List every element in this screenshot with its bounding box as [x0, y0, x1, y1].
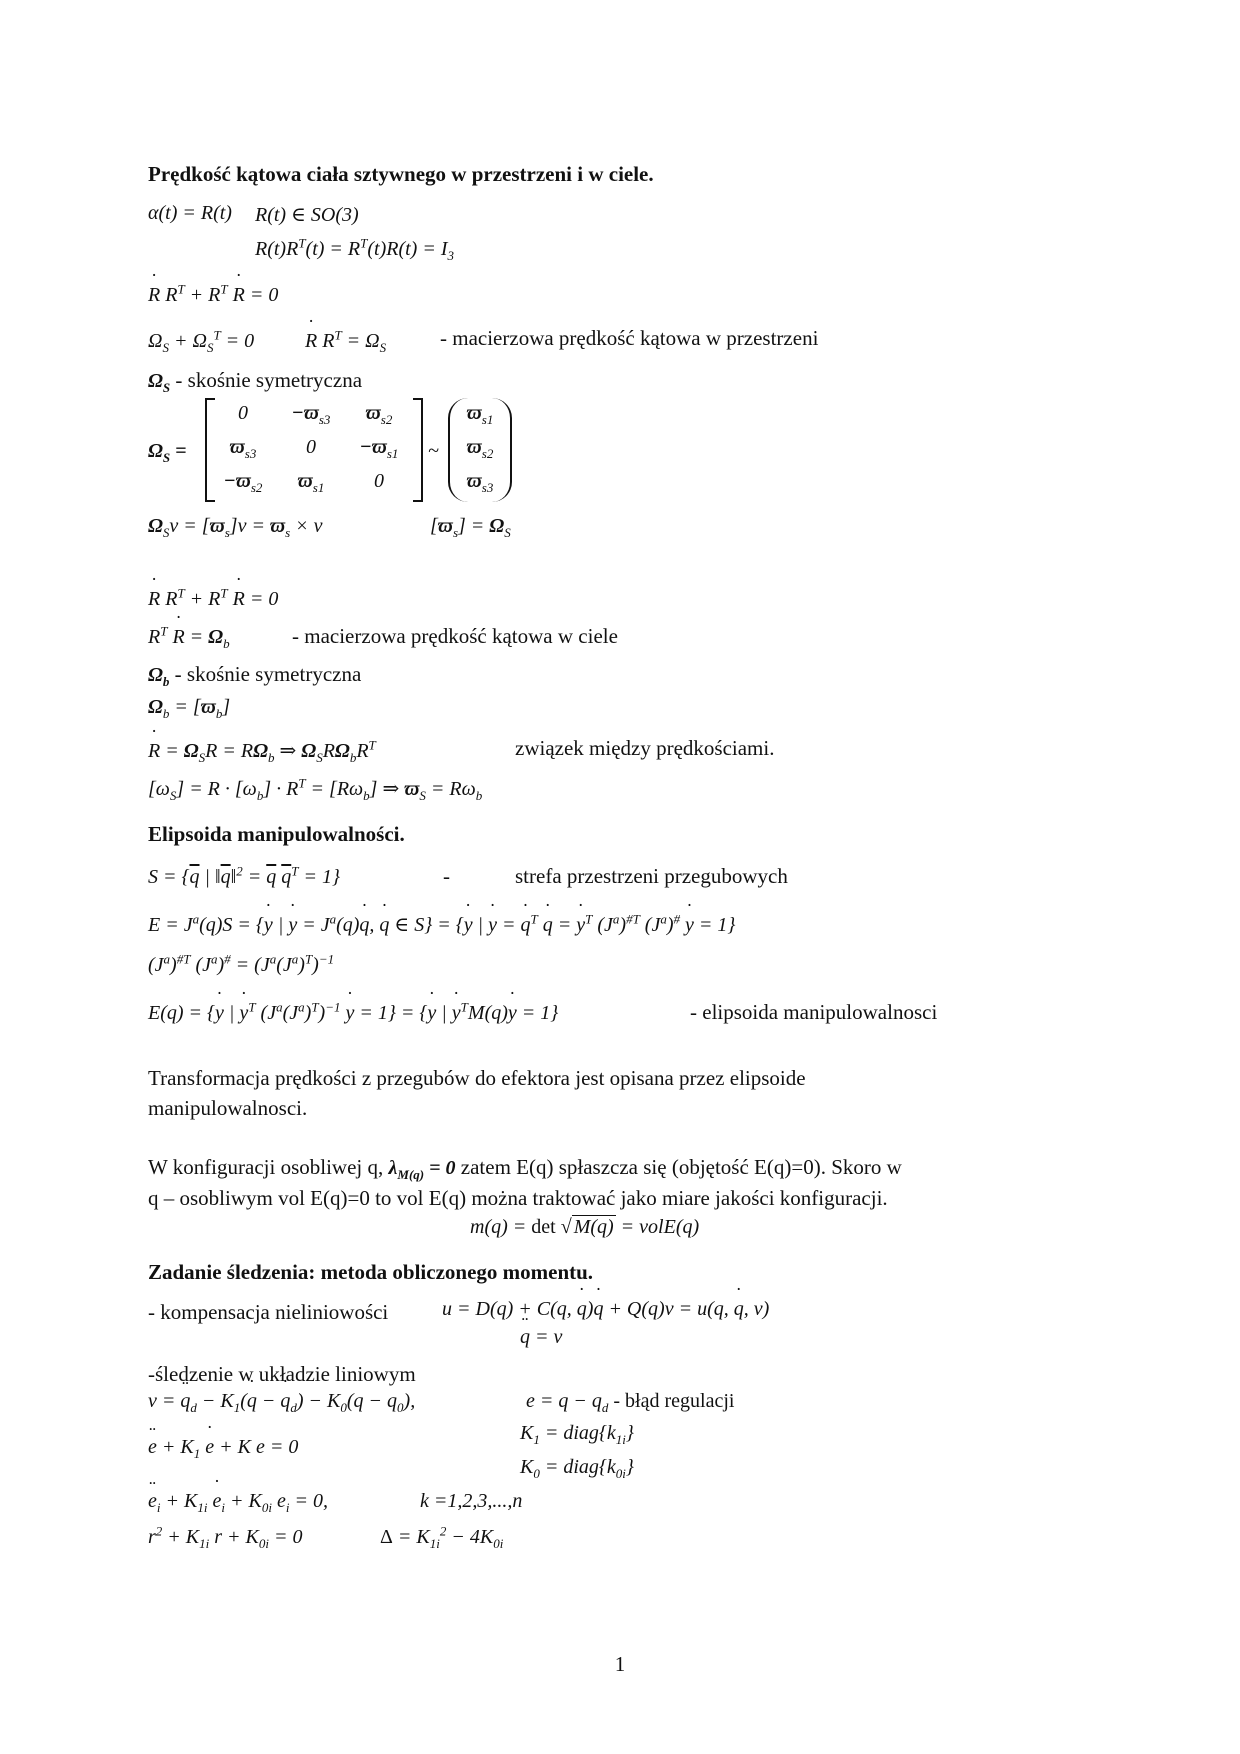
equation-omega-body: $R^T$ ˙ $R = \Omega_b$ — [148, 626, 230, 649]
equation-ellipsoid-mass: E(q) = {˙ y | ˙ $y^T$ $(J^a(J^a)^T)^{-1}$ ˙ y = 1} = {˙ y | ˙ $y^TM(q)˙$ y = 1} — [148, 1002, 558, 1025]
paragraph-transformation-line1: Transformacja prędkości z przegubów do efektora jest opisana przez elipsoide — [148, 1066, 806, 1090]
equation-scalar-error-dynamics: ¨ $e_i + K_{1i}$ ˙ $e_i + K_{0i}$ $e_i = 0$, — [148, 1490, 328, 1513]
tilde-operator: ~ — [428, 440, 439, 462]
matrix-cell: $ϖ_{s3}$ — [229, 436, 257, 461]
equation-omega-transform: $[\omega_S] = R \cdot [\omega_b] \cdot R^T = [R\omega_b]$ ⇒ $ϖ_S = R\omega_b$ — [148, 775, 483, 803]
skew-matrix — [205, 398, 423, 502]
omega-vector — [448, 398, 512, 502]
equation-so3: R(t) ∈ SO(3) — [255, 204, 359, 226]
paragraph-singular-line1: W konfiguracji osobliwej q, $\lambda_{M(q)} = 0$ zatem E(q) spłaszcza się (objętość E(q)=0). Skoro w — [148, 1155, 902, 1182]
equation-relation: ˙ $R = \Omega_SR = R\Omega_b$ ⇒ $\Omega_SR\Omega_bR^T$ — [148, 738, 376, 763]
label-compensation: - kompensacja nieliniowości — [148, 1300, 389, 1324]
equation-omega-cross: $\Omega_Sv = [ϖ_s]v = ϖ_s \times v$ — [148, 515, 323, 540]
equation-orthogonality: $R(t)R^T(t) = R^T(t)R(t) = I_3$ — [255, 235, 455, 263]
equation-ellipsoid-def: $E = J^a(q)S$ = {˙ y | ˙ $y = J^a(q)˙$ q, ˙ q ∈ S} = {˙ y | ˙ y = ˙ $q^T$ ˙ q = ˙ $y^T$ $(J^a)^{\#T}$ $(J^a)^{\#}$ ˙ y = 1} — [148, 912, 735, 937]
equation-linearized: ¨ q = v — [520, 1326, 562, 1349]
equation-hat-map: $[ϖ_s] = \Omega_S$ — [430, 515, 511, 540]
equation-pseudoinverse: $(J^a)^{\#T}$ $(J^a)^{\#} = (J^a(J^a)^T)^{-1}$ — [148, 951, 335, 976]
equation-discriminant: $\Delta = K_{1i}^2 - 4K_{0i}$ — [380, 1523, 504, 1551]
section-heading-manipulability: Elipsoida manipulowalności. — [148, 822, 405, 846]
equation-omega-skew-sum: $\Omega_S + \Omega_S^T = 0$ — [148, 327, 255, 355]
section-heading-tracking: Zadanie śledzenia: metoda obliczonego momentu. — [148, 1260, 594, 1284]
label-skew-body: $\Omega_b$ - skośnie symetryczna — [148, 662, 362, 689]
matrix-cell: 0 — [238, 402, 248, 424]
equation-omega-space: ˙ R $R^T = \Omega_S$ — [305, 330, 386, 353]
dash: - — [443, 864, 450, 888]
equation-alpha: α(t) = R(t) — [148, 202, 232, 224]
page-number: 1 — [614, 1652, 626, 1676]
vector-cell: $ϖ_{s2}$ — [466, 436, 494, 461]
label-linear-tracking: -śledzenie w układzie liniowym — [148, 1362, 416, 1386]
matrix-right-bracket — [413, 398, 423, 502]
matrix-cell: 0 — [374, 470, 384, 492]
label-skew-space: $\Omega_S$ - skośnie symetryczna — [148, 368, 363, 395]
equation-feedback: v = ¨ $q_d$ − $K_1(˙$ q − ˙ $q_d) - K_0(q - q_0)$, — [148, 1390, 415, 1413]
equation-control-law: u = D(q) + C(q, ˙ q)˙ q + Q(q)v = u(q, ˙ q, v) — [442, 1298, 769, 1321]
matrix-cell: $ϖ_{s2}$ — [365, 402, 393, 427]
paragraph-transformation-line2: manipulowalnosci. — [148, 1096, 308, 1120]
section-heading-angular-velocity: Prędkość kątowa ciała sztywnego w przestrzeni i w ciele. — [148, 162, 654, 186]
equation-error-dynamics: ¨ $e + K_1$ ˙ e + K e = 0 — [148, 1436, 298, 1459]
label-body-angular-velocity: - macierzowa prędkość kątowa w ciele — [292, 624, 618, 648]
equation-derivative-sum-2: ˙ R $R^T + R^T$ ˙ R = 0 — [148, 588, 278, 611]
equation-sphere: $S = \{\overline{q}$ | $‖\overline{q}‖^2 = \overline{q}$ $\overline{q}^T = 1$} — [148, 863, 340, 888]
vector-cell: $ϖ_{s3}$ — [466, 470, 494, 495]
equation-derivative-sum: ˙ R $R^T + R^T$ ˙ R = 0 — [148, 284, 278, 307]
equation-error: $e = q - q_d$ - błąd regulacji — [526, 1390, 735, 1415]
paragraph-singular-line2: q – osobliwym vol E(q)=0 to vol E(q) można traktować jako miare jakości konfiguracji. — [148, 1186, 888, 1210]
label-space-angular-velocity: - macierzowa prędkość kątowa w przestrzeni — [440, 326, 819, 350]
label-ellipsoid: - elipsoida manipulowalnosci — [690, 1000, 938, 1024]
matrix-cell: 0 — [306, 436, 316, 458]
equation-gain-k1: $K_1$ = $diag\{k_{1i}\}$ — [520, 1422, 634, 1447]
matrix-lhs: $\Omega_S$ = — [148, 440, 187, 465]
equation-gain-k0: $K_0$ = $diag\{k_{0i}\}$ — [520, 1456, 634, 1481]
equation-manipulability-measure: m(q) = det √ M(q) = volE(q) — [470, 1216, 700, 1238]
matrix-cell: $-ϖ_{s2}$ — [223, 470, 263, 495]
label-relation: związek między prędkościami. — [515, 736, 775, 760]
vector-cell: $ϖ_{s1}$ — [466, 402, 494, 427]
matrix-cell: $ϖ_{s1}$ — [297, 470, 325, 495]
matrix-cell: $-ϖ_{s1}$ — [359, 436, 399, 461]
equation-k-range: k =1,2,3,...,n — [420, 1490, 523, 1512]
matrix-left-bracket — [205, 398, 215, 502]
label-sphere: strefa przestrzeni przegubowych — [515, 864, 788, 888]
equation-omega-body-hat: $\Omega_b = [ϖ_b]$ — [148, 696, 231, 721]
equation-characteristic: $r^2 + K_{1i}$ $r + K_{0i} = 0$ — [148, 1523, 303, 1551]
matrix-cell: $-ϖ_{s3}$ — [291, 402, 331, 427]
